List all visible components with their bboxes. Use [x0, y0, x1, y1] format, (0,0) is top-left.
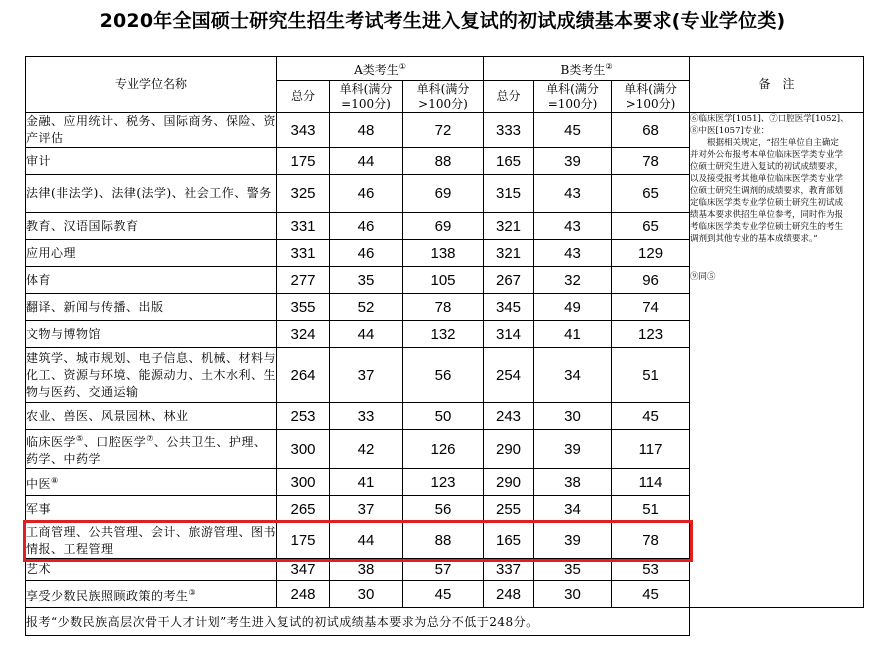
score-cell-a-s1: 38 [330, 559, 403, 581]
header-b-single-gt100: 单科(满分 >100分) [612, 81, 690, 113]
score-cell-a-s2: 88 [403, 148, 484, 175]
score-cell-b-total: 290 [484, 430, 534, 469]
score-cell-b-s1: 43 [534, 240, 612, 267]
remark-line: ⑥临床医学[1051]、⑦口腔医学[1052]、 [690, 114, 849, 124]
score-cell-a-total: 253 [277, 403, 330, 430]
score-cell-b-total: 337 [484, 559, 534, 581]
score-cell-b-total: 315 [484, 175, 534, 213]
score-cell-a-s2: 57 [403, 559, 484, 581]
score-cell-b-s2: 74 [612, 294, 690, 321]
remark-line: 考临床医学类专业学位硕士研究生的考生 [690, 222, 844, 232]
major-name-cell: 临床医学⑤、口腔医学⑦、公共卫生、护理、药学、中药学 [26, 430, 277, 469]
score-cell-b-total: 321 [484, 213, 534, 240]
score-cell-a-s2: 69 [403, 213, 484, 240]
remark-line: 绩基本要求供招生单位参考，同时作为报 [690, 210, 844, 220]
score-cell-b-s2: 45 [612, 403, 690, 430]
score-cell-a-total: 300 [277, 430, 330, 469]
header-a-total: 总分 [277, 81, 330, 113]
score-cell-a-total: 331 [277, 240, 330, 267]
score-cell-b-s2: 45 [612, 581, 690, 608]
score-cell-a-s1: 30 [330, 581, 403, 608]
score-cell-b-s1: 30 [534, 403, 612, 430]
score-cell-b-s2: 129 [612, 240, 690, 267]
remark-line: 以及接受报考其他单位临床医学类专业学 [690, 174, 844, 184]
remark-line: 定临床医学类专业学位硕士研究生初试成 [690, 198, 844, 208]
score-cell-a-total: 343 [277, 113, 330, 148]
header-b-single-100: 单科(满分 =100分) [534, 81, 612, 113]
score-cell-b-total: 345 [484, 294, 534, 321]
score-cell-a-total: 324 [277, 321, 330, 348]
remark-cell [690, 113, 864, 608]
score-cell-a-s2: 105 [403, 267, 484, 294]
score-cell-b-s2: 114 [612, 469, 690, 496]
table-body [26, 113, 864, 608]
score-cell-b-s1: 30 [534, 581, 612, 608]
major-name-cell: 中医⑧ [26, 469, 277, 496]
score-cell-a-s2: 88 [403, 523, 484, 559]
major-name-cell: 应用心理 [26, 240, 277, 267]
score-table [25, 56, 864, 636]
score-cell-a-s1: 48 [330, 113, 403, 148]
score-cell-a-total: 355 [277, 294, 330, 321]
score-cell-a-s1: 44 [330, 148, 403, 175]
score-cell-b-s1: 45 [534, 113, 612, 148]
score-cell-a-s2: 69 [403, 175, 484, 213]
score-cell-a-s1: 35 [330, 267, 403, 294]
score-cell-a-total: 265 [277, 496, 330, 523]
score-cell-b-total: 333 [484, 113, 534, 148]
remark-note-2: ⑨同⑤ [690, 272, 716, 282]
score-cell-b-s1: 43 [534, 213, 612, 240]
score-cell-a-s2: 56 [403, 348, 484, 403]
score-cell-b-s1: 49 [534, 294, 612, 321]
score-cell-b-s2: 123 [612, 321, 690, 348]
score-cell-a-s1: 33 [330, 403, 403, 430]
score-cell-b-s1: 35 [534, 559, 612, 581]
score-cell-b-total: 255 [484, 496, 534, 523]
page-title: 2020年全国硕士研究生招生考试考生进入复试的初试成绩基本要求(专业学位类) [99, 10, 786, 32]
score-cell-a-total: 175 [277, 523, 330, 559]
major-name-cell: 享受少数民族照顾政策的考生③ [26, 581, 277, 608]
score-cell-b-s2: 78 [612, 523, 690, 559]
remark-line: 位硕士研究生进入复试的初试成绩要求， [690, 162, 844, 172]
score-cell-b-s2: 51 [612, 496, 690, 523]
score-cell-a-total: 277 [277, 267, 330, 294]
score-cell-b-s2: 117 [612, 430, 690, 469]
header-remark: 备 注 [690, 57, 864, 113]
score-cell-b-s1: 41 [534, 321, 612, 348]
header-major-name: 专业学位名称 [26, 57, 277, 113]
score-cell-a-s2: 72 [403, 113, 484, 148]
major-name-cell: 法律(非法学)、法律(法学)、社会工作、警务 [26, 175, 277, 213]
score-cell-a-s2: 78 [403, 294, 484, 321]
score-cell-b-s1: 39 [534, 523, 612, 559]
score-cell-a-s2: 45 [403, 581, 484, 608]
major-name-cell: 建筑学、城市规划、电子信息、机械、材料与化工、资源与环境、能源动力、土木水利、生物与医药、交通运输 [26, 348, 277, 403]
major-name-cell: 军事 [26, 496, 277, 523]
score-cell-a-s1: 46 [330, 175, 403, 213]
header-a-single-100: 单科(满分 =100分) [330, 81, 403, 113]
score-cell-a-s1: 41 [330, 469, 403, 496]
major-name-cell: 艺术 [26, 559, 277, 581]
score-cell-b-s2: 65 [612, 213, 690, 240]
remark-line: 位硕士研究生调剂的成绩要求，教育部划 [690, 186, 844, 196]
footnote-text: 报考“少数民族高层次骨干人才计划”考生进入复试的初试成绩基本要求为总分不低于248分。 [26, 608, 690, 636]
score-cell-b-total: 321 [484, 240, 534, 267]
score-cell-b-total: 243 [484, 403, 534, 430]
table-row [26, 113, 864, 148]
score-cell-b-s2: 78 [612, 148, 690, 175]
header-b-total: 总分 [484, 81, 534, 113]
score-cell-a-s1: 46 [330, 240, 403, 267]
score-cell-a-s2: 56 [403, 496, 484, 523]
score-cell-a-total: 300 [277, 469, 330, 496]
header-b-group: B类考生② [484, 57, 690, 81]
score-cell-b-total: 165 [484, 148, 534, 175]
score-cell-a-s2: 126 [403, 430, 484, 469]
remark-line: 调剂到其他专业的基本成绩要求。” [690, 234, 818, 244]
score-cell-b-total: 267 [484, 267, 534, 294]
score-cell-b-s1: 43 [534, 175, 612, 213]
score-cell-a-total: 331 [277, 213, 330, 240]
major-name-cell: 农业、兽医、风景园林、林业 [26, 403, 277, 430]
score-cell-a-total: 175 [277, 148, 330, 175]
major-name-cell: 教育、汉语国际教育 [26, 213, 277, 240]
header-a-group: A类考生① [277, 57, 484, 81]
major-name-cell: 工商管理、公共管理、会计、旅游管理、图书情报、工程管理 [26, 523, 277, 559]
remark-line: ⑧中医[1057]专业： [690, 126, 770, 136]
score-cell-a-s1: 52 [330, 294, 403, 321]
score-cell-b-s2: 96 [612, 267, 690, 294]
score-cell-a-total: 325 [277, 175, 330, 213]
remark-line: 根据相关规定，“招生单位自主确定 [690, 138, 839, 148]
score-cell-b-s1: 34 [534, 496, 612, 523]
score-cell-b-s1: 39 [534, 148, 612, 175]
score-cell-a-s1: 44 [330, 321, 403, 348]
score-cell-a-total: 264 [277, 348, 330, 403]
score-cell-a-total: 347 [277, 559, 330, 581]
score-cell-b-total: 254 [484, 348, 534, 403]
major-name-cell: 金融、应用统计、税务、国际商务、保险、资产评估 [26, 113, 277, 148]
score-cell-b-s2: 65 [612, 175, 690, 213]
footnote-row [26, 608, 864, 636]
score-cell-b-s1: 34 [534, 348, 612, 403]
score-cell-b-s2: 68 [612, 113, 690, 148]
score-cell-a-s2: 138 [403, 240, 484, 267]
score-cell-b-s1: 32 [534, 267, 612, 294]
score-cell-a-s2: 132 [403, 321, 484, 348]
score-cell-b-total: 248 [484, 581, 534, 608]
major-name-cell: 审计 [26, 148, 277, 175]
score-cell-b-s2: 53 [612, 559, 690, 581]
score-cell-a-s1: 46 [330, 213, 403, 240]
score-cell-b-s1: 38 [534, 469, 612, 496]
major-name-cell: 翻译、新闻与传播、出版 [26, 294, 277, 321]
major-name-cell: 体育 [26, 267, 277, 294]
major-name-cell: 文物与博物馆 [26, 321, 277, 348]
score-cell-a-s1: 37 [330, 496, 403, 523]
score-cell-a-s1: 44 [330, 523, 403, 559]
score-cell-b-s1: 39 [534, 430, 612, 469]
score-cell-a-total: 248 [277, 581, 330, 608]
header-row-1 [26, 57, 864, 81]
header-a-single-gt100: 单科(满分 >100分) [403, 81, 484, 113]
score-cell-b-total: 314 [484, 321, 534, 348]
score-cell-b-s2: 51 [612, 348, 690, 403]
score-cell-a-s2: 123 [403, 469, 484, 496]
score-cell-b-total: 165 [484, 523, 534, 559]
score-cell-a-s1: 37 [330, 348, 403, 403]
score-cell-b-total: 290 [484, 469, 534, 496]
score-cell-a-s2: 50 [403, 403, 484, 430]
remark-line: 并对外公布报考本单位临床医学类专业学 [690, 150, 844, 160]
score-cell-a-s1: 42 [330, 430, 403, 469]
